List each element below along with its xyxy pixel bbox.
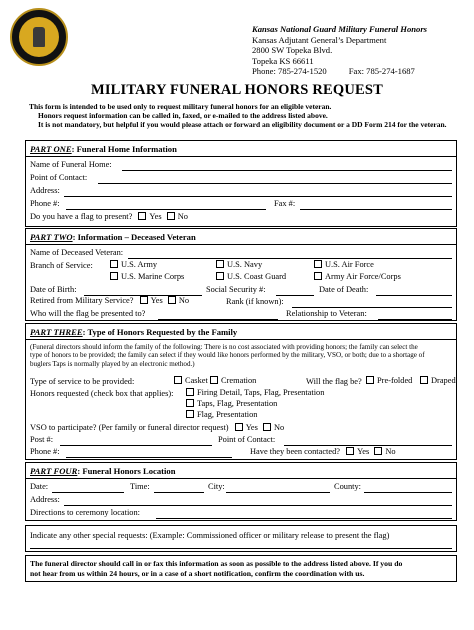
- agency-contact: [252, 66, 427, 77]
- honors-option-3-checkbox[interactable]: [186, 410, 194, 418]
- vso-phone-label: Phone #:: [30, 447, 60, 456]
- honors-option-2-label: Taps, Flag, Presentation: [197, 399, 278, 408]
- prefolded-label: Pre-folded: [377, 376, 413, 385]
- vso-poc-label: Point of Contact:: [218, 435, 276, 444]
- part-one-section: [25, 140, 457, 227]
- honors-option-2[interactable]: [186, 399, 277, 408]
- marines-label: U.S. Marine Corps: [121, 272, 185, 281]
- special-requests-section: [25, 525, 457, 552]
- coastguard-checkbox[interactable]: [216, 272, 224, 280]
- part-three-section: [25, 323, 457, 460]
- part-four-heading: [30, 466, 175, 476]
- retired-row: [30, 296, 189, 305]
- relationship-field[interactable]: [378, 319, 452, 320]
- part-two-title: : Information – Deceased Veteran: [72, 232, 196, 242]
- part-four-title: : Funeral Honors Location: [77, 466, 176, 476]
- honors-option-2-checkbox[interactable]: [186, 399, 194, 407]
- address-label: Address:: [30, 186, 60, 195]
- branch-army-option[interactable]: [110, 260, 157, 269]
- divider: [26, 339, 456, 340]
- vso-row: [30, 423, 284, 432]
- branch-coastguard-option[interactable]: [216, 272, 286, 281]
- location-time-label: Time:: [130, 482, 150, 491]
- yes-label: Yes: [357, 447, 370, 456]
- seal-emblem: [19, 17, 59, 57]
- part-one-heading: [30, 144, 177, 154]
- funeral-home-name-field[interactable]: [122, 170, 452, 171]
- soldier-figure-icon: [33, 27, 45, 47]
- flag-present-row: [30, 212, 188, 221]
- honors-requested-label: Honors requested (check box that applies):: [30, 389, 174, 398]
- retired-label: Retired from Military Service?: [30, 296, 134, 305]
- ssn-field[interactable]: [276, 295, 314, 296]
- rank-label: Rank (if known):: [226, 297, 284, 306]
- branch-navy-option[interactable]: [216, 260, 262, 269]
- location-address-field[interactable]: [64, 505, 452, 506]
- part-one-tag: PART ONE: [30, 144, 72, 154]
- cremation-label: Cremation: [221, 376, 257, 385]
- fax-label: Fax #:: [274, 199, 296, 208]
- airforce-checkbox[interactable]: [314, 260, 322, 268]
- relationship-label: Relationship to Veteran:: [286, 309, 367, 318]
- agency-street: 2800 SW Topeka Blvd.: [252, 45, 333, 55]
- dod-label: Date of Death:: [319, 285, 369, 294]
- service-type-label: Type of service to be provided:: [30, 377, 135, 386]
- location-city-label: City:: [208, 482, 225, 491]
- flag-be-label: Will the flag be?: [306, 377, 362, 386]
- special-requests-label: Indicate any other special requests: (Example: Commissioned officer or military release to present the flag): [30, 531, 390, 540]
- footer-text: [30, 559, 454, 578]
- branch-airforce-option[interactable]: [314, 260, 374, 269]
- phone-label: Phone #:: [30, 199, 60, 208]
- presented-to-label: Who will the flag be presented to?: [30, 309, 146, 318]
- phone-field[interactable]: [66, 209, 266, 210]
- rank-field[interactable]: [292, 307, 452, 308]
- cremation-option[interactable]: [210, 376, 256, 385]
- retired-no-checkbox[interactable]: [168, 296, 176, 304]
- prefolded-option[interactable]: [366, 376, 412, 385]
- agency-city: Topeka KS 66611: [252, 55, 314, 66]
- point-of-contact-field[interactable]: [98, 183, 452, 184]
- form-title: MILITARY FUNERAL HONORS REQUEST: [90, 82, 384, 98]
- prefolded-checkbox[interactable]: [366, 376, 374, 384]
- honors-option-3-label: Flag, Presentation: [197, 410, 258, 419]
- branch-armyaf-option[interactable]: [314, 272, 401, 281]
- part-four-section: [25, 462, 457, 521]
- honors-note-line-3: buglers Taps is normally played by an electronic method.): [30, 359, 195, 368]
- location-county-label: County:: [334, 482, 361, 491]
- kansas-guard-seal-logo: [10, 8, 68, 66]
- address-field[interactable]: [64, 196, 452, 197]
- retired-yes-checkbox[interactable]: [140, 296, 148, 304]
- footer-notice: [25, 555, 457, 582]
- armyaf-checkbox[interactable]: [314, 272, 322, 280]
- vso-phone-field[interactable]: [66, 457, 232, 458]
- yes-label: Yes: [149, 212, 162, 221]
- contacted-no-checkbox[interactable]: [374, 447, 382, 455]
- contacted-yes-checkbox[interactable]: [346, 447, 354, 455]
- agency-fax: Fax: 785-274-1687: [348, 66, 415, 76]
- location-city-field[interactable]: [226, 492, 330, 493]
- honors-note: [30, 343, 454, 368]
- marines-checkbox[interactable]: [110, 272, 118, 280]
- draped-checkbox[interactable]: [420, 376, 428, 384]
- intro-line-1: This form is intended to be used only to request military funeral honors for an eligible veteran.: [29, 102, 332, 111]
- airforce-label: U.S. Air Force: [325, 260, 374, 269]
- part-two-tag: PART TWO: [30, 232, 73, 242]
- cremation-checkbox[interactable]: [210, 376, 218, 384]
- agency-phone: Phone: 785-274-1520: [252, 66, 327, 76]
- draped-label: Draped: [431, 376, 456, 385]
- flag-present-yes-checkbox[interactable]: [138, 212, 146, 220]
- army-label: U.S. Army: [121, 260, 158, 269]
- navy-checkbox[interactable]: [216, 260, 224, 268]
- part-three-title: : Type of Honors Requested by the Family: [82, 327, 238, 337]
- honors-note-line-1: (Funeral directors should inform the family of the following: There is no cost associated with providing honors; the family can select the: [30, 343, 418, 351]
- veteran-name-field[interactable]: [128, 258, 452, 259]
- location-time-field[interactable]: [154, 492, 204, 493]
- post-field[interactable]: [60, 445, 212, 446]
- location-address-label: Address:: [30, 495, 60, 504]
- casket-option[interactable]: [174, 376, 208, 385]
- no-label: No: [273, 423, 285, 432]
- casket-checkbox[interactable]: [174, 376, 182, 384]
- footer-line-1: The funeral director should call in or fax this information as soon as possible to the address listed above. If you do: [30, 559, 403, 568]
- no-label: No: [177, 212, 188, 221]
- directions-label: Directions to ceremony location:: [30, 508, 141, 517]
- intro-line-3: It is not mandatory, but helpful if you would please attach or forward an eligibility document or a DD Form 214 for the veteran.: [38, 120, 447, 129]
- fax-field[interactable]: [300, 209, 452, 210]
- part-three-tag: PART THREE: [30, 327, 83, 337]
- navy-label: U.S. Navy: [227, 260, 263, 269]
- footer-line-2: not hear from us within 24 hours, or in a case of a short notification, confirm the coordination with us.: [30, 568, 365, 578]
- point-of-contact-label: Point of Contact:: [30, 173, 88, 182]
- agency-title: Kansas National Guard Military Funeral Honors: [252, 24, 428, 34]
- part-four-tag: PART FOUR: [30, 466, 78, 476]
- contacted-label: Have they been contacted?: [250, 447, 340, 456]
- part-one-title: : Funeral Home Information: [71, 144, 177, 154]
- part-two-heading: [30, 232, 196, 242]
- vso-yes-checkbox[interactable]: [235, 423, 243, 431]
- divider: [26, 478, 456, 479]
- post-label: Post #:: [30, 435, 54, 444]
- presented-to-field[interactable]: [158, 319, 278, 320]
- divider: [26, 156, 456, 157]
- vso-poc-field[interactable]: [284, 445, 452, 446]
- location-date-label: Date:: [30, 482, 49, 491]
- yes-label: Yes: [150, 296, 163, 305]
- dod-field[interactable]: [376, 295, 452, 296]
- casket-label: Casket: [185, 376, 208, 385]
- draped-option[interactable]: [420, 376, 456, 385]
- location-date-field[interactable]: [52, 492, 124, 493]
- intro-text: [29, 102, 447, 129]
- divider: [26, 244, 456, 245]
- veteran-name-label: Name of Deceased Veteran:: [30, 248, 124, 257]
- honors-option-1-checkbox[interactable]: [186, 388, 194, 396]
- honors-option-3[interactable]: [186, 410, 257, 419]
- no-label: No: [385, 447, 396, 456]
- special-requests-field[interactable]: [30, 548, 452, 549]
- dob-label: Date of Birth:: [30, 285, 77, 294]
- honors-option-1[interactable]: [186, 388, 324, 397]
- no-label: No: [178, 296, 190, 305]
- yes-label: Yes: [245, 423, 258, 432]
- coastguard-label: U.S. Coast Guard: [227, 272, 287, 281]
- directions-field[interactable]: [156, 518, 452, 519]
- armyaf-label: Army Air Force/Corps: [325, 272, 401, 281]
- vso-label: VSO to participate? (Per family or funeral director request): [30, 423, 229, 432]
- location-county-field[interactable]: [364, 492, 452, 493]
- ssn-label: Social Security #:: [206, 285, 266, 294]
- agency-address-block: [252, 24, 427, 77]
- vso-no-checkbox[interactable]: [263, 423, 271, 431]
- agency-dept: Kansas Adjutant General’s Department: [252, 34, 387, 45]
- funeral-home-name-label: Name of Funeral Home:: [30, 160, 112, 169]
- contacted-row: [250, 447, 396, 456]
- part-two-section: [25, 228, 457, 321]
- flag-present-label: Do you have a flag to present?: [30, 212, 133, 221]
- army-checkbox[interactable]: [110, 260, 118, 268]
- part-three-heading: [30, 327, 237, 337]
- flag-present-no-checkbox[interactable]: [167, 212, 175, 220]
- intro-line-2: Honors request information can be called in, faxed, or e-mailed to the address listed above.: [38, 111, 328, 120]
- branch-label: Branch of Service:: [30, 261, 93, 270]
- branch-marines-option[interactable]: [110, 272, 184, 281]
- honors-option-1-label: Firing Detail, Taps, Flag, Presentation: [197, 388, 325, 397]
- honors-note-line-2: type of honors to be provided; the family can select if they would like honors performed by the military, VSO, or both; due to a shortage of: [30, 351, 425, 360]
